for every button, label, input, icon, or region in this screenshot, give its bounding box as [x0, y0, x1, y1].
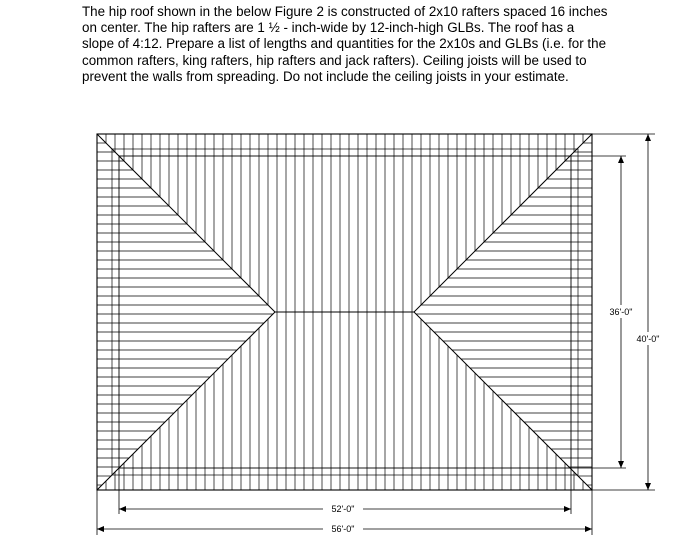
problem-line: prevent the walls from spreading. Do not include the ceiling joists in your estimate.: [82, 68, 569, 84]
arrowhead: [97, 526, 104, 532]
arrowhead: [618, 461, 624, 468]
arrowhead: [585, 526, 592, 532]
dimension-label-40: 40'-0": [636, 334, 660, 344]
dimension-label-52: 52'-0": [331, 504, 355, 514]
arrowhead: [119, 506, 126, 512]
problem-line: on center. The hip rafters are 1 ½ - inch-wide by 12-inch-high GLBs. The roof has a: [82, 20, 575, 36]
problem-line: slope of 4:12. Prepare a list of lengths and quantities for the 2x10s and GLBs (i.e. for the: [82, 36, 607, 52]
arrowhead: [618, 156, 624, 163]
problem-line: The hip roof shown in the below Figure 2 is constructed of 2x10 rafters spaced 16 inches: [82, 4, 608, 19]
roof-plan: [97, 134, 592, 490]
problem-line: common rafters, king rafters, hip rafters and jack rafters). Ceiling joists will be used to: [82, 52, 587, 68]
arrowhead: [564, 506, 571, 512]
dimension-label-36: 36'-0": [609, 307, 633, 317]
arrowhead: [645, 483, 651, 490]
dimension-label-56: 56'-0": [331, 524, 355, 534]
arrowhead: [645, 134, 651, 141]
